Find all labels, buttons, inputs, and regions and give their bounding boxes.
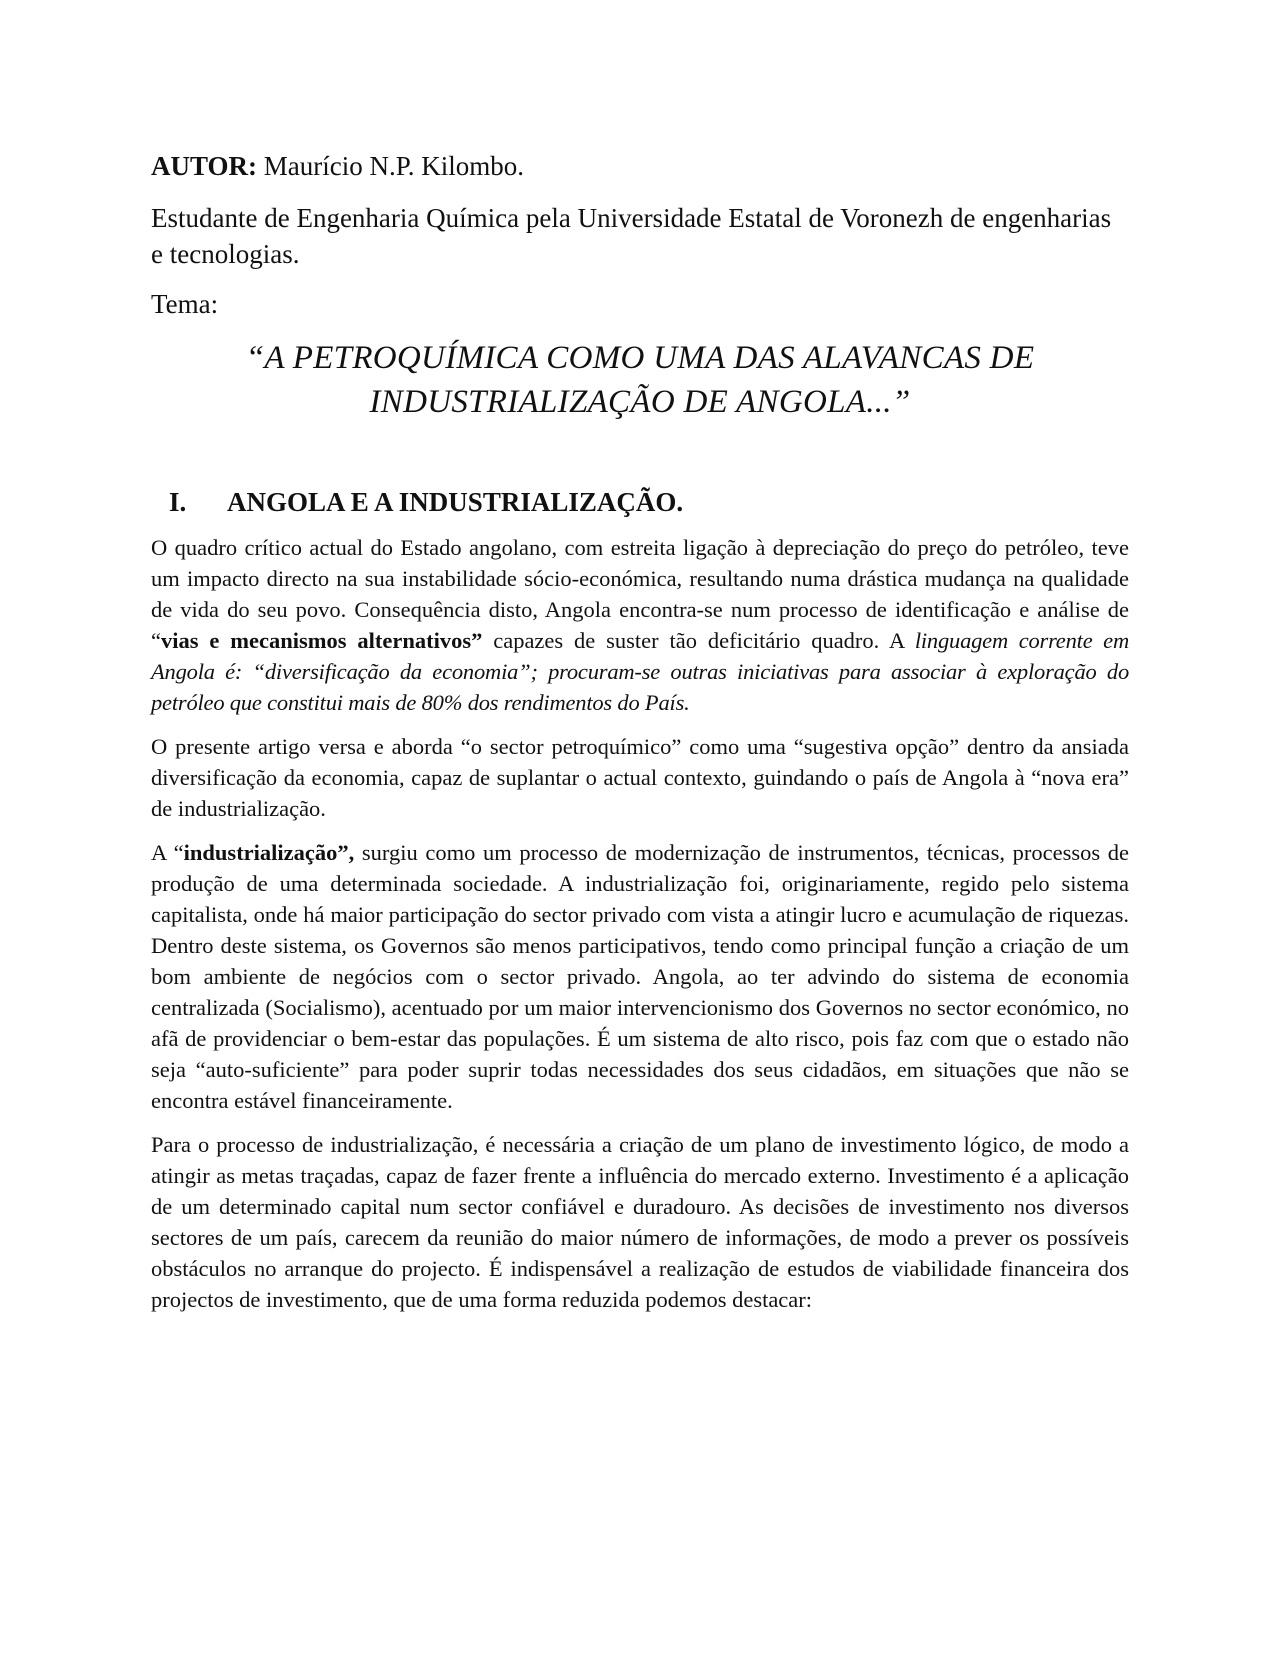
section-title: ANGOLA E A INDUSTRIALIZAÇÃO. [227,487,684,517]
paragraph-3-text-a: A “ [151,840,184,865]
document-page [151,148,1129,1328]
title-line-1: “A PETROQUÍMICA COMO UMA DAS ALAVANCAS DE [245,340,1035,376]
paragraph-4: Para o processo de industrialização, é necessária a criação de um plano de investimento lógico, de modo a atingir as metas traçadas, capaz de fazer frente a influência do mercado externo. Investimento é a aplicação de um determinado capital num sector confiável e duradouro. As decisões de investimento nos diversos sectores de um país, carecem da reunião do maior número de informações, de modo a prever os possíveis obstáculos no arranque do projecto. É indispensável a realização de estudos de viabilidade financeira dos projectos de investimento, que de uma forma reduzida podemos destacar: [151,1132,1129,1312]
paragraph-1 [151,532,1129,718]
paragraph-1-bold: vias e mecanismos alternativos” [161,628,483,653]
article-title [151,336,1129,424]
paragraph-3-bold: industrialização”, [183,840,355,865]
paragraph-3-text-b: surgiu como um processo de modernização de instrumentos, técnicas, processos de produção de uma determinada sociedade. A industrialização foi, originariamente, regido pelo sistema capitalista, onde há maior participação do sector privado com vista a atingir lucro e acumulação de riquezas. Dentro deste sistema, os Governos são menos participativos, tendo como principal função a criação de um bom ambiente de negócios com o sector privado. Angola, ao ter advindo do sistema de economia centralizada (Socialismo), acentuado por um maior intervencionismo dos Governos no sector económico, no afã de providenciar o bem-estar das populações. É um sistema de alto risco, pois faz com que o estado não seja “auto-suficiente” para poder suprir todas necessidades dos seus cidadãos, em situações que não se encontra estável financeiramente. [151,840,1129,1113]
theme-label: Tema: [151,289,219,319]
title-line-2: INDUSTRIALIZAÇÃO DE ANGOLA...” [369,384,911,420]
author-name: Maurício N.P. Kilombo. [257,151,525,181]
paragraph-3 [151,837,1129,1116]
author-line [151,148,1129,184]
author-affiliation: Estudante de Engenharia Química pela Universidade Estatal de Voronezh de engenharias e tecnologias. [151,203,1112,269]
paragraph-2: O presente artigo versa e aborda “o sector petroquímico” como uma “sugestiva opção” dentro da ansiada diversificação da economia, capaz de suplantar o actual contexto, guindando o país de Angola à “nova era” de industrialização. [151,734,1129,821]
author-label: AUTOR: [151,151,258,181]
paragraph-1-text-a: O quadro crítico actual do Estado angolano, com estreita ligação à depreciação do preço do petróleo, teve um impacto directo na sua instabilidade sócio-económica, resultando numa drástica mudança na qualidade de vida do seu povo. Consequência disto, Angola encontra-se num processo de identificação e análise de “ [151,535,1129,653]
paragraph-1-italic: linguagem corrente em Angola é: “diversificação da economia”; procuram-se outras iniciativas para associar à exploração do petróleo que constitui mais de 80% dos rendimentos do País. [151,628,1129,715]
section-heading [151,484,1129,520]
section-number: I. [169,487,187,517]
paragraph-1-text-b: capazes de suster tão deficitário quadro. A [482,628,915,653]
